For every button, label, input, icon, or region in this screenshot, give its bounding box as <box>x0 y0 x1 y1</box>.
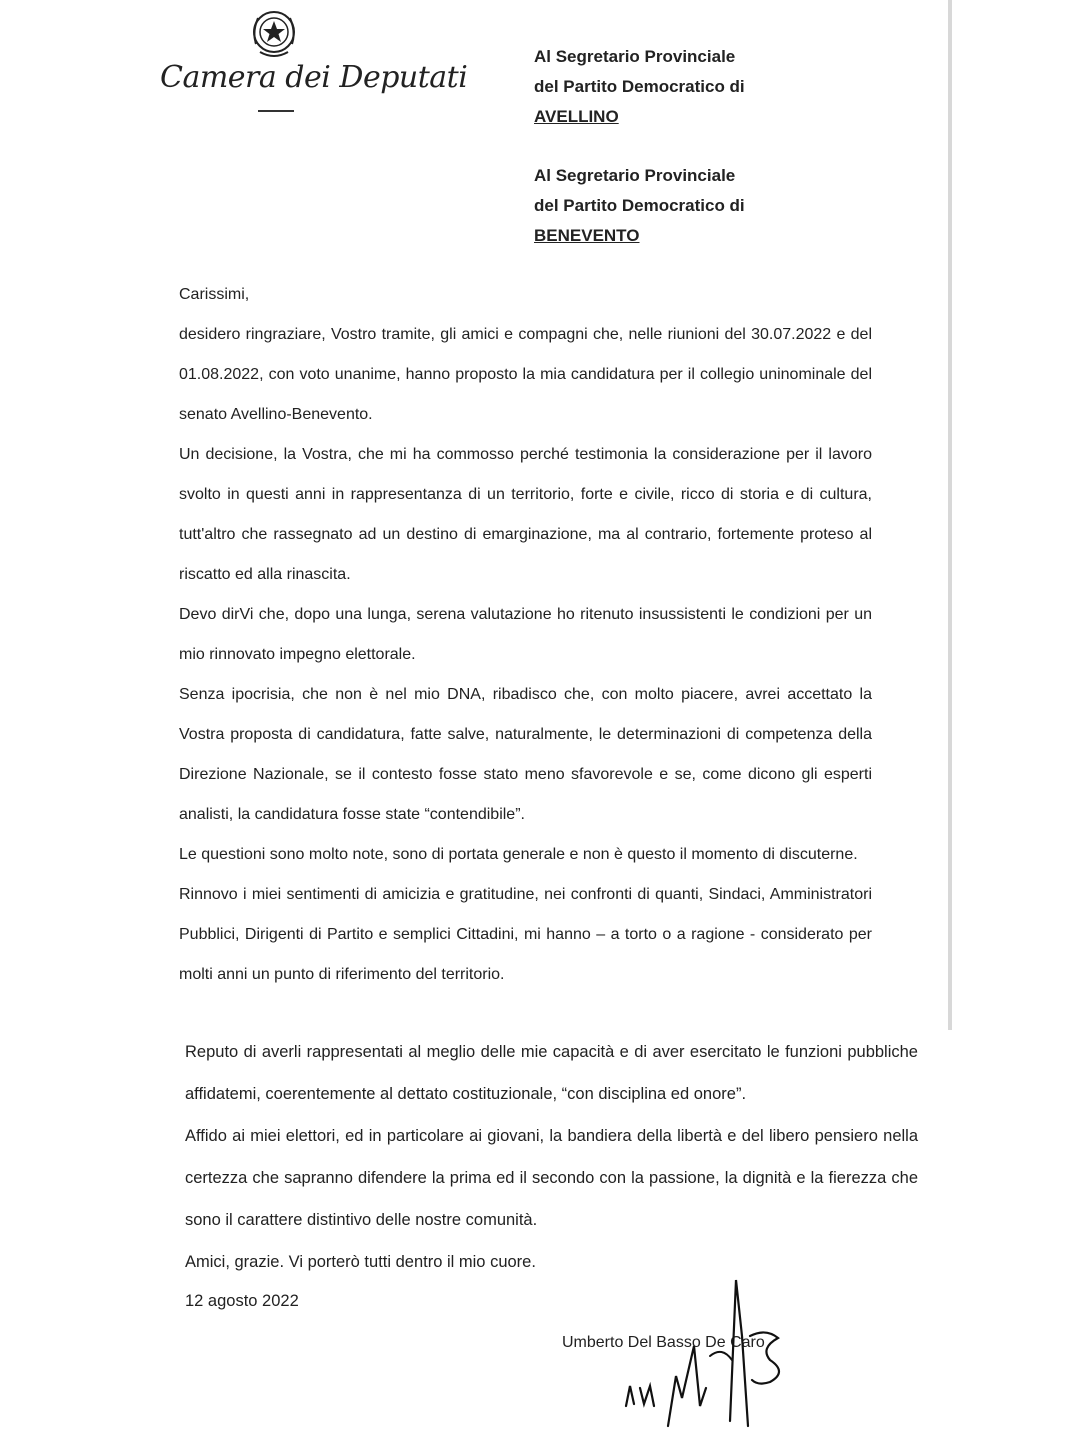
salutation: Carissimi, <box>179 286 250 303</box>
institution-underline <box>258 110 294 112</box>
handwritten-signature <box>610 1276 820 1436</box>
addressee-line: del Partito Democratico di <box>534 77 745 96</box>
signer-name: Umberto Del Basso De Caro <box>562 1334 765 1351</box>
letter-paragraph: Le questioni sono molto note, sono di portata generale e non è questo il momento di discuterne. <box>179 846 858 863</box>
addressee-benevento <box>534 161 745 251</box>
addressee-city: AVELLINO <box>534 107 619 126</box>
addressee-line: del Partito Democratico di <box>534 196 745 215</box>
letter-paragraph: Un decisione, la Vostra, che mi ha commosso perché testimonia la considerazione per il lavoro svolto in questi anni in rappresentanza di un territorio, forte e civile, ricco di storia e di cultura, tutt'altro che rassegnato ad un destino di emarginazione, ma al contrario, fortemente proteso al riscatto ed alla rinascita. <box>179 446 872 583</box>
addressee-city: BENEVENTO <box>534 226 640 245</box>
addressee-line: Al Segretario Provinciale <box>534 47 736 66</box>
letter-paragraph: Reputo di averli rappresentati al meglio delle mie capacità e di aver esercitato le funzioni pubbliche affidatemi, coerentemente al dettato costituzionale, “con disciplina ed onore”. <box>185 1043 918 1103</box>
letter-paragraph: Amici, grazie. Vi porterò tutti dentro il mio cuore. <box>185 1253 536 1271</box>
letter-paragraph: Rinnovo i miei sentimenti di amicizia e gratitudine, nei confronti di quanti, Sindaci, Amministratori Pubblici, Dirigenti di Partito e semplici Cittadini, mi hanno – a torto o a ragione - considerato per molti anni un punto di riferimento del territorio. <box>179 886 872 983</box>
letter-paragraph: Devo dirVi che, dopo una lunga, serena valutazione ho ritenuto insussistenti le condizioni per un mio rinnovato impegno elettorale. <box>179 606 872 663</box>
page-edge-divider <box>948 0 952 1030</box>
letter-body <box>179 275 872 995</box>
letter-paragraph: Senza ipocrisia, che non è nel mio DNA, ribadisco che, con molto piacere, avrei accettato la Vostra proposta di candidatura, fatte salve, naturalmente, le determinazioni di competenza della Direzione Nazionale, se il contesto fosse stato meno sfavorevole e se, come dicono gli esperti analisti, la candidatura fosse state “contendibile”. <box>179 686 872 823</box>
addressee-avellino <box>534 42 745 132</box>
letter-date: 12 agosto 2022 <box>185 1292 299 1310</box>
addressee-line: Al Segretario Provinciale <box>534 166 736 185</box>
letter-paragraph: Affido ai miei elettori, ed in particolare ai giovani, la bandiera della libertà e del libero pensiero nella certezza che sapranno difendere la prima ed il secondo con la passione, la dignità e la fierezza che sono il carattere distintivo delle nostre comunità. <box>185 1127 918 1229</box>
letter-paragraph: desidero ringraziare, Vostro tramite, gli amici e compagni che, nelle riunioni del 30.07.2022 e del 01.08.2022, con voto unanime, hanno proposto la mia candidatura per il collegio uninominale del senato Avellino-Benevento. <box>179 326 872 423</box>
letter-body-continued <box>185 1031 918 1283</box>
institution-name: Camera dei Deputati <box>160 60 468 95</box>
italian-republic-emblem <box>248 4 300 64</box>
